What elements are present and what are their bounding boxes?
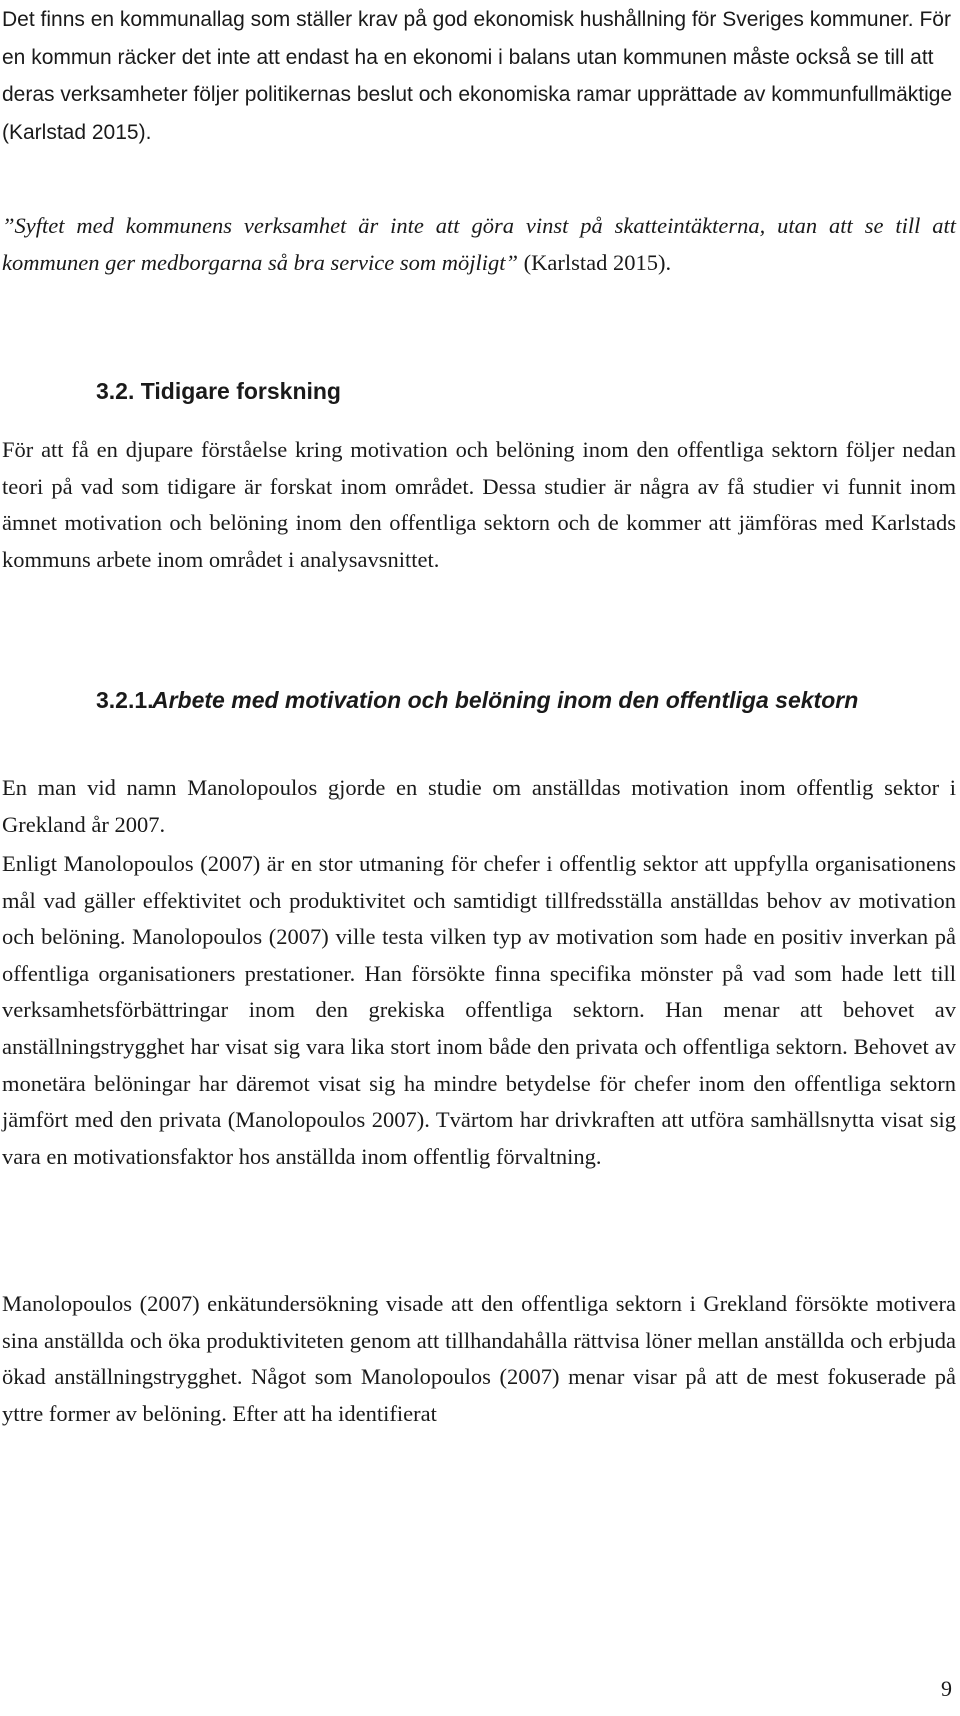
quote-citation: (Karlstad 2015).	[523, 249, 672, 275]
page-number: 9	[941, 1676, 952, 1701]
paragraph-1: En man vid namn Manolopoulos gjorde en studie om anställdas motivation inom offentlig sektor i Grekland år 2007.	[2, 775, 956, 837]
section-title: Tidigare forskning	[140, 378, 341, 404]
section-3-2-paragraph: För att få en djupare förståelse kring motivation och belöning inom den offentliga sektorn följer nedan teori på vad som tidigare är forskat inom området. Dessa studier är några av få studier vi funnit inom ämnet motivation och belöning inom den offentliga sektorn och de kommer att jämföras med Karlstads kommuns arbete inom området i analysavsnittet.	[2, 437, 956, 572]
intro-paragraph: Det finns en kommunallag som ställer krav på god ekonomisk hushållning för Sveriges kommuner. För en kommun räcker det inte att endast ha en ekonomi i balans utan kommunen måste också se till att deras verksamheter följer politikernas beslut och ekonomiska ramar upprättade av kommunfullmäktige (Karlstad 2015).	[2, 8, 953, 144]
section-heading-3-2-1	[96, 684, 916, 716]
section-heading-3-2	[96, 376, 341, 406]
paragraph-3: Manolopoulos (2007) enkätundersökning visade att den offentliga sektorn i Grekland försökte motivera sina anställda och öka produktiviteten genom att tillhandahålla rättvisa löner mellan anställda och erbjuda ökad anställningstrygghet. Något som Manolopoulos (2007) menar visar på att de mest fokuserade på yttre former av belöning. Efter att ha identifierat	[2, 1291, 956, 1426]
quote-text: ”Syftet med kommunens verksamhet är inte att göra vinst på skatteintäkterna, utan att se till att kommunen ger medborgarna så bra service som möjligt”	[2, 213, 956, 275]
subsection-title: Arbete med motivation och belöning inom den offentliga sektorn	[152, 687, 859, 713]
section-number: 3.2.	[96, 378, 135, 404]
paragraph-2: Enligt Manolopoulos (2007) är en stor utmaning för chefer i offentlig sektor att uppfylla organisationens mål vad gäller effektivitet och produktivitet och samtidigt tillfredsställa anställdas behov av motivation och belöning. Manolopoulos (2007) ville testa vilken typ av motivation som hade en positiv inverkan på offentliga organisationers prestationer. Han försökte finna specifika mönster på vad som hade lett till verksamhetsförbättringar inom den grekiska offentliga sektorn. Han menar att behovet av anställningstrygghet har visat sig vara lika stort inom både den privata och offentliga sektorn. Behovet av monetära belöningar har däremot visat sig ha mindre betydelse för chefer inom den offentliga sektorn jämfört med den privata (Manolopoulos 2007). Tvärtom har drivkraften att utföra samhällsnytta visat sig vara en motivationsfaktor hos anställda inom offentlig förvaltning.	[2, 851, 956, 1169]
block-quote	[2, 208, 956, 281]
subsection-number: 3.2.1.	[96, 687, 154, 713]
